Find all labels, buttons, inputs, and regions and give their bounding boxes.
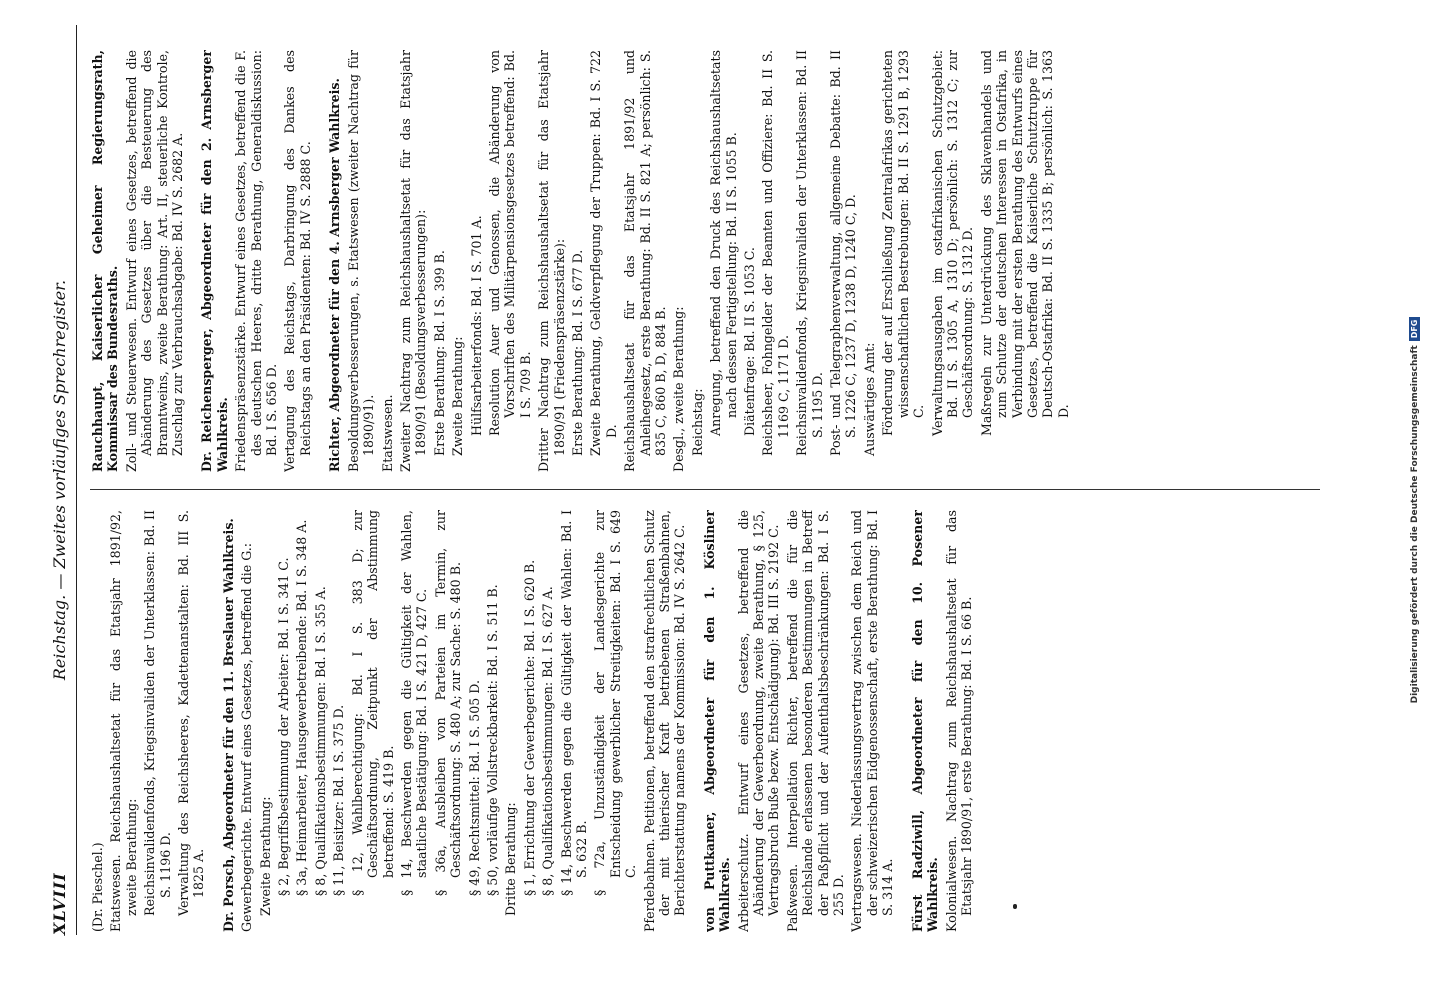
register-entry: Erste Berathung: Bd. I S. 677 D. [569, 249, 585, 456]
register-entry: Reichsheer, Fohngelder der Beamten und Offiziere: Bd. II S. 1169 C, 1171 D. [760, 50, 791, 456]
register-entry: Zweite Berathung: [257, 796, 273, 916]
register-entry: § 14, Beschwerden gegen die Gültigkeit der Wahlen: Bd. I S. 632 B. [558, 510, 589, 896]
register-entry: § 3a, Heimarbeiter, Hausgewerbetreibende: Bd. I S. 348 A. [294, 519, 310, 896]
register-entry: Zweiter Nachtrag zum Reichshaushaltsetat für das Etatsjahr 1890/91 (Besoldungsverbesserungen): [397, 50, 429, 472]
entry-spacer [899, 510, 907, 932]
register-entry: Zweite Berathung, Geldverpflegung der Truppen: Bd. I S. 722 D. [588, 50, 619, 456]
page-title: Reichstag. — Zweites vorläufiges Sprechregister. [50, 279, 69, 681]
register-entry: § 14, Beschwerden gegen die Gültigkeit der Wahlen, staatliche Bestätigung: Bd. I S. 421 D, 427 C. [398, 510, 430, 896]
entry-spacer [691, 510, 699, 932]
register-entry: § 1, Errichtung der Gewerbegerichte: Bd. I S. 620 B. [521, 559, 537, 896]
speaker-heading: Dr. Reichensperger, Abgeordneter für den 2. Arnsberger Wahlkreis. [199, 50, 230, 472]
digitization-text: Digitalisierung gefördert durch die Deutsche Forschungsgemeinschaft [1410, 345, 1420, 704]
register-entry: Etatswesen. Reichshaushaltsetat für das Etatsjahr 1891/92, zweite Berathung: [108, 510, 139, 932]
dfg-logo: DFG [1409, 317, 1420, 342]
register-entry: Arbeiterschutz. Entwurf eines Gesetzes, betreffend die Abänderung der Gewerbeordnung, zweite Berathung, § 125, Vertragsbruch Buße bezw. Entschädigung): Bd. III S. 2192 C. [735, 510, 782, 932]
ink-spot [1013, 904, 1017, 909]
speaker-heading: Fürst Radziwill, Abgeordneter für den 10. Posener Wahlkreis. [909, 510, 941, 932]
register-entry: (Dr. Pieschel.) [90, 842, 105, 932]
register-entry: § 49, Rechtsmittel: Bd. I S. 505 D. [466, 680, 482, 896]
register-entry: Etatswesen. [379, 394, 395, 472]
register-entry: § 12, Wahlberechtigung: Bd. I S. 383 D; zur Geschäftsordnung, Zeitpunkt der Abstimmung betreffend: S. 419 B. [349, 510, 396, 896]
register-entry: Post- und Telegraphenverwaltung, allgemeine Debatte: Bd. II S. 1226 C, 1237 D, 1238 D, 1240 C, D. [828, 50, 859, 456]
register-entry: § 8, Qualifikationsbestimmungen: Bd. I S. 355 A. [312, 586, 328, 896]
register-entry: Vertagung des Reichstags, Darbringung des Dankes des Reichstags an den Präsidenten: Bd. IV S. 2888 C. [282, 50, 313, 472]
register-entry: Vertragswesen. Niederlassungsvertrag zwischen dem Reich und der schweizerischen Eidgenossenschaft, erste Berathung: Bd. I S. 314 A. [849, 510, 896, 932]
register-entry: Zoll- und Steuerwesen. Entwurf eines Gesetzes, betreffend die Abänderung des Gesetzes über die Besteuerung des Branntweins, zweite Berathung: Art. II, steuerliche Kontrole, Zuschlag zur Verbrauchsabgabe: Bd. IV S. 2682 A. [123, 50, 186, 472]
register-entry: Erste Berathung: Bd. I S. 399 B. [431, 250, 447, 456]
register-entry: § 36a, Ausbleiben von Parteien im Termin, zur Geschäftsordnung: S. 480 A; zur Sache: S. 480 B. [432, 510, 464, 896]
right-column [90, 50, 1330, 472]
register-entry: Besoldungsverbesserungen, s. Etatswesen (zweiter Nachtrag für 1890/91). [345, 50, 377, 472]
register-entry: Hülfsarbeiterfonds: Bd. I S. 701 A. [468, 215, 484, 436]
speaker-heading: Dr. Porsch, Abgeordneter für den 11. Breslauer Wahlkreis. [220, 518, 236, 932]
register-entry: Auswärtiges Amt: [861, 342, 877, 456]
column-divider [90, 489, 1320, 490]
register-entry: Reichstag: [689, 388, 705, 456]
register-entry: Diätenfrage: Bd. II S. 1053 C. [742, 247, 758, 436]
register-entry: Reichsinvalidenfonds, Kriegsinvaliden der Unterklassen: Bd. II S. 1196 D. [142, 510, 173, 916]
register-entry: Dritte Berathung: [503, 802, 519, 916]
register-entry: Resolution Auer und Genossen, die Abänderung von Vorschriften des Militärpensionsgesetzes betreffend: Bd. I S. 709 B. [486, 50, 533, 436]
register-entry: Friedenspräsenzstärke. Entwurf eines Gesetzes, betreffend die F. des deutschen Heeres, dritte Berathung, Generaldiskussion: Bd. I S. 656 D. [233, 50, 280, 472]
register-entry: § 50, vorläufige Vollstreckbarkeit: Bd. I S. 511 B. [484, 584, 500, 896]
left-column [90, 510, 1330, 932]
speaker-heading: Rauchhaupt, Kaiserlicher Geheimer Regierungsrath, Kommissar des Bundesraths. [90, 50, 121, 472]
register-entry: Zweite Berathung: [450, 336, 466, 456]
register-entry: § 8, Qualifikationsbestimmungen: Bd. I S. 627 A. [540, 586, 556, 896]
register-entry: Kolonialwesen. Nachtrag zum Reichshaushaltsetat für das Etatsjahr 1890/91, erste Berathung: Bd. I S. 66 B. [943, 510, 974, 932]
register-entry: Reichsinvalidenfonds, Kriegsinvaliden der Unterklassen: Bd. II S. 1195 D. [794, 50, 825, 456]
register-entry: Dritter Nachtrag zum Reichshaushaltsetat für das Etatsjahr 1890/91 (Friedenspräsenzstärke): [536, 50, 567, 472]
entry-spacer [316, 50, 324, 472]
register-entry: Desgl., zweite Berathung: [671, 306, 687, 472]
register-entry: § 72a, Unzuständigkeit der Landesgerichte zur Entscheidung gewerblicher Streitigkeiten: Bd. I S. 649 C. [592, 510, 639, 896]
register-entry: Förderung der auf Erschließung Zentralafrikas gerichteten wissenschaftlichen Bestrebungen: Bd. II S. 1291 B, 1293 C. [880, 50, 927, 436]
register-entry: Anregung, betreffend den Druck des Reichshaushaltsetats nach dessen Fertigstellung: Bd. II S. 1055 B. [708, 50, 739, 436]
register-entry: Maßregeln zur Unterdrückung des Sklavenhandels und zum Schutze der deutschen Interessen in Ostafrika, in Verbindung mit der ersten Berathung des Entwurfs eines Gesetzes, betreffend die Kaiserliche Schutztruppe für Deutsch-Ostafrika: Bd. II S. 1335 B; persönlich: S. 1363 D. [978, 50, 1071, 436]
entry-spacer [210, 510, 218, 932]
speaker-heading: Richter, Abgeordneter für den 4. Arnsberger Wahlkreis. [327, 78, 343, 472]
entry-spacer [188, 50, 196, 472]
page-header [50, 25, 74, 935]
register-entry: § 2, Begriffsbestimmung der Arbeiter: Bd. I S. 341 C. [276, 557, 292, 896]
register-entry: Pferdebahnen. Petitionen, betreffend den strafrechtlichen Schutz der mit thierischer Kraft betriebenen Straßenbahnen, Berichterstattung namens der Kommission: Bd. IV S. 2642 C. [641, 510, 688, 932]
register-entry: Paßwesen. Interpellation Richter, betreffend die für die Reichslande erlassenen besonderen Bestimmungen in Betreff der Paßpflicht und der Aufenthaltsbeschränkungen: Bd. I S. 255 D. [784, 510, 847, 932]
register-entry: Gewerbegerichte. Entwurf eines Gesetzes, betreffend die G.: [239, 542, 255, 932]
digitization-note [1407, 30, 1423, 990]
header-rule [76, 25, 77, 935]
register-entry: Reichshaushaltsetat für das Etatsjahr 1891/92 und Anleihegesetz, erste Berathung: Bd. II S. 821 A; persönlich: S. 835 C, 860 B, D, 884 B. [622, 50, 668, 472]
register-entry: Verwaltungsausgaben im ostafrikanischen Schutzgebiet: Bd. II S. 1305 A, 1310 D; persönlich: S. 1312 C; zur Geschäftsordnung: S. 1312 D. [929, 50, 976, 436]
page-number: XLVIII [50, 872, 69, 935]
register-entry: § 11, Beisitzer: Bd. I S. 375 D. [331, 704, 347, 896]
speaker-heading: von Puttkamer, Abgeordneter für den 1. Kösliner Wahlkreis. [701, 510, 733, 932]
register-entry: Verwaltung des Reichsheeres, Kadettenanstalten: Bd. III S. 1825 A. [176, 510, 207, 916]
rotated-page [30, 0, 1355, 960]
